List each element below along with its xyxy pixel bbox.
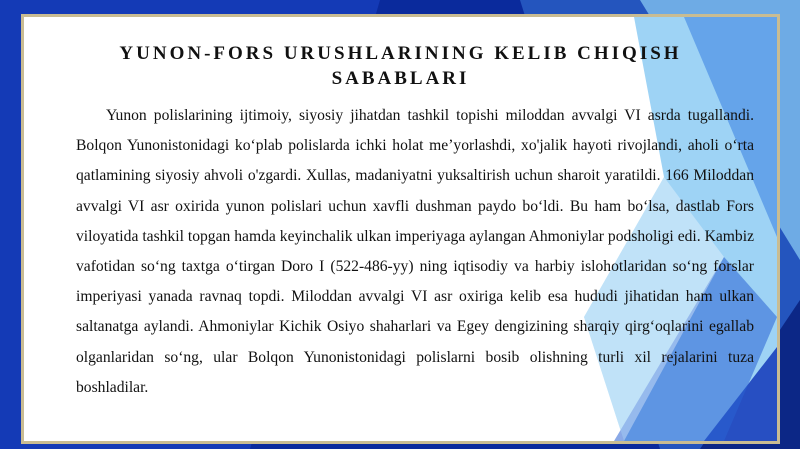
slide-card	[21, 14, 780, 444]
slide-body-text: Yunon polislarining ijtimoiy, siyosiy jihatdan tashkil topishi miloddan avvalgi VI asrda tugallandi. Bolqon Yunonistonidagi ko‘plab polislarda ichki holat me’yorlashdi, xo'jalik hayoti rivojlandi, aholi o‘rta qatlamining siyosiy ahvoli o'zgardi. Xullas, madaniyatni yuksaltirish uchun sharoit yaratildi. 166 Miloddan avvalgi VI asr oxirida yunon polislari uchun xavfli dushman paydo bo‘ldi. Bu ham bo‘lsa, dastlab Fors viloyatida tashkil topgan hamda keyinchalik ulkan imperiyaga aylangan Ahmoniylar podsholigi edi. Kambiz vafotidan so‘ng taxtga o‘tirgan Doro I (522-486-yy) ning iqtisodiy va harbiy islohotlaridan so‘ng forslar imperiyasi yanada ravnaq topdi. Miloddan avvalgi VI asr oxiriga kelib esa hududi jihatidan ham ulkan saltanatga aylandi. Ahmoniylar Kichik Osiyo shaharlari va Egey dengizining sharqiy qirg‘oqlarini egallab olganlaridan so‘ng, ular Bolqon Yunonistonidagi polislarni bosib olishning turli xil rejalarini tuza boshladilar.	[76, 107, 754, 396]
slide-title: YUNON-FORS URUSHLARINING KELIB CHIQISH SABABLARI	[119, 43, 682, 89]
